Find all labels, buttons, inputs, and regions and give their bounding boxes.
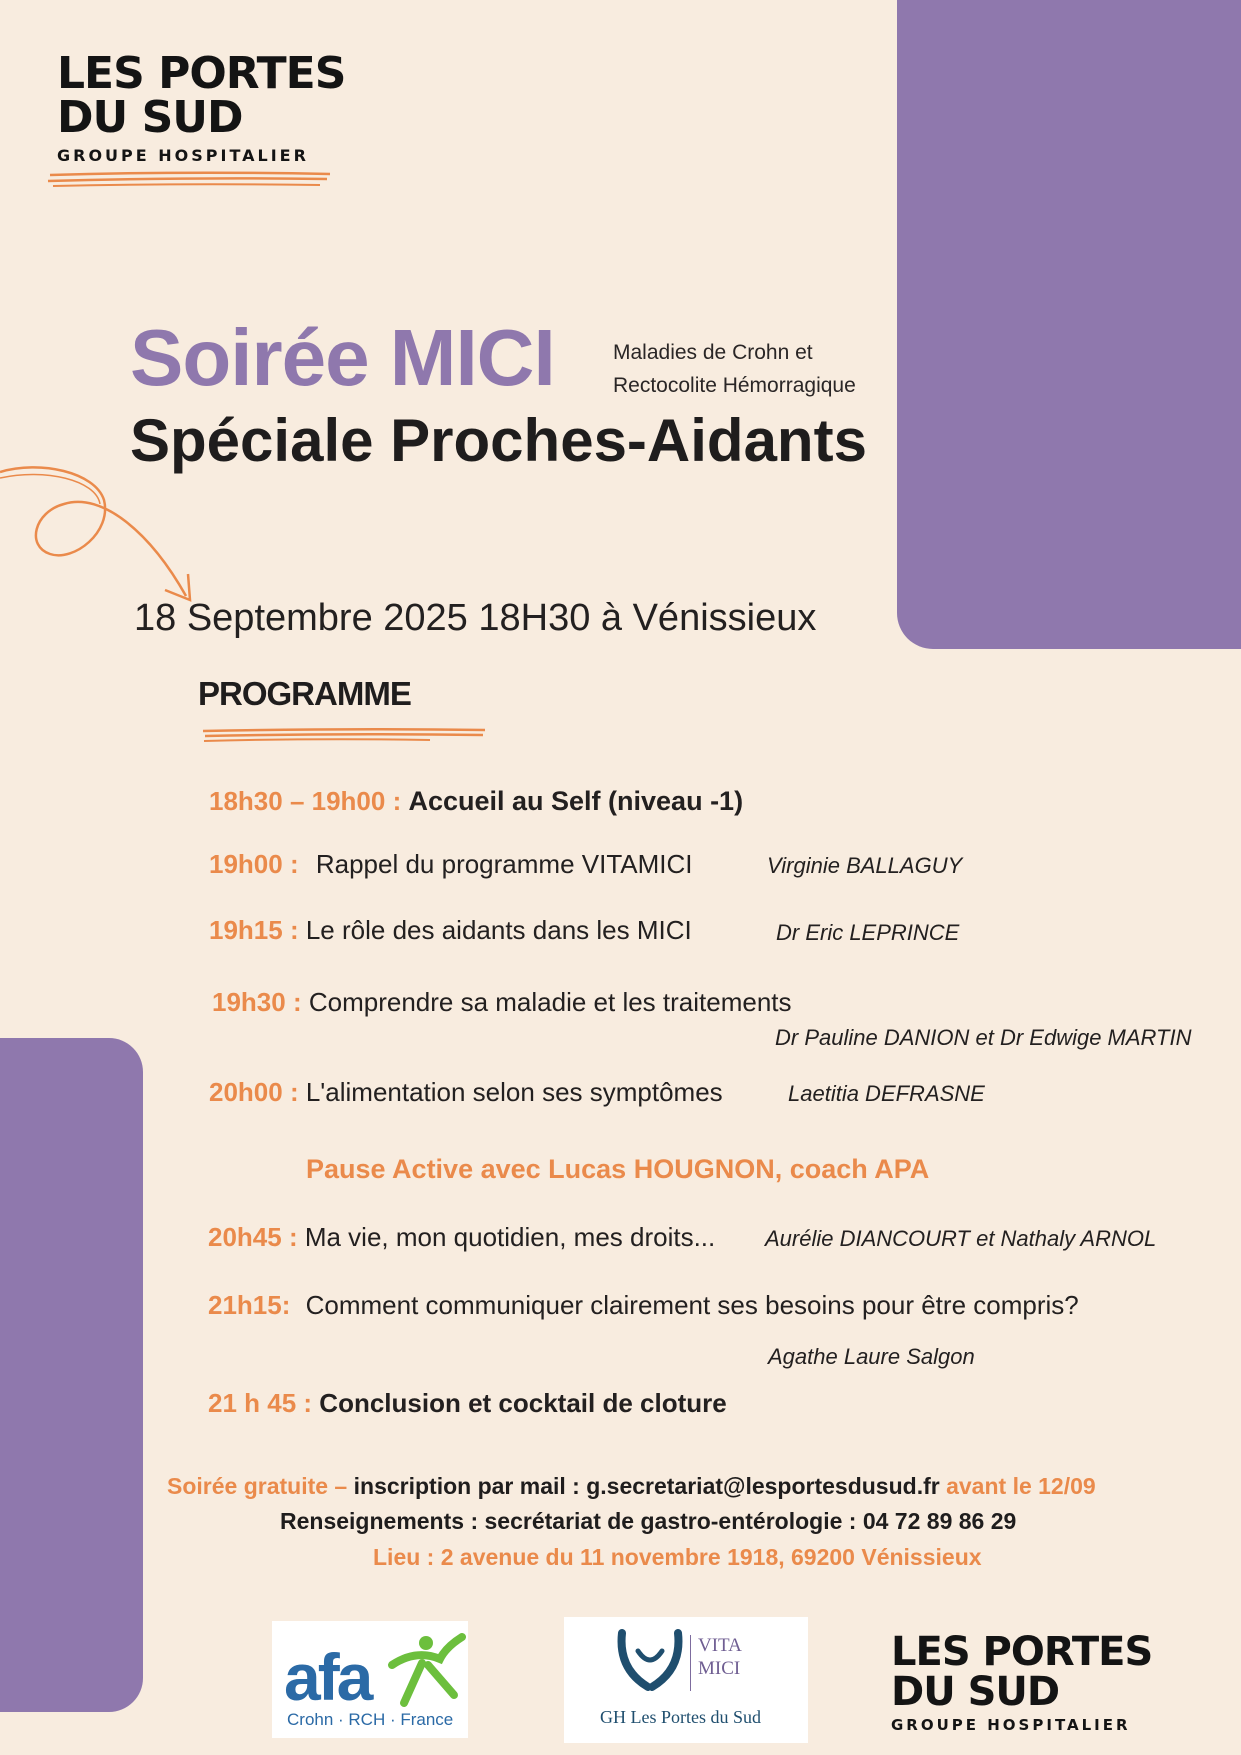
vitamici-line2: MICI (698, 1658, 741, 1679)
title-subtext (613, 336, 856, 402)
programme-row-7 (208, 1290, 1079, 1321)
row-text: Le rôle des aidants dans les MICI (305, 915, 692, 945)
footer-free: Soirée gratuite (167, 1473, 329, 1499)
afa-logo (272, 1621, 468, 1738)
logo-line1: LES PORTES (891, 1629, 1153, 1675)
row-time: 19h30 : (212, 987, 302, 1017)
row-time: 19h15 : (209, 915, 299, 945)
programme-underline-stroke (200, 726, 490, 746)
programme-row-6 (208, 1222, 715, 1253)
row-speaker: Dr Eric LEPRINCE (776, 920, 960, 945)
row-speaker: Aurélie DIANCOURT et Nathaly ARNOL (765, 1226, 1157, 1251)
row-time: 20h00 : (209, 1077, 299, 1107)
pause-active: Pause Active avec Lucas HOUGNON, coach APA (306, 1154, 930, 1184)
row-text: L'alimentation selon ses symptômes (305, 1077, 723, 1107)
purple-block-bottom-left (0, 1038, 143, 1712)
footer-inscription: inscription par mail : g.secretariat@lesportesdusud.fr (353, 1473, 940, 1499)
row-time: 20h45 : (208, 1222, 298, 1252)
programme-row-4 (212, 987, 792, 1018)
afa-sub: Crohn · RCH · France (287, 1710, 454, 1729)
subtext-line1: Maladies de Crohn et (613, 341, 813, 364)
row-text: Conclusion et cocktail de cloture (319, 1388, 727, 1418)
logo-line1: LES PORTES (57, 48, 346, 99)
logo-underline-stroke (45, 168, 335, 192)
programme-row-8 (208, 1388, 727, 1419)
afa-figure-icon (382, 1629, 467, 1709)
logo-bottom (891, 1629, 1153, 1734)
hands-icon (616, 1629, 684, 1691)
purple-block-top-right (897, 0, 1241, 649)
event-date: 18 Septembre 2025 18H30 à Vénissieux (134, 597, 817, 639)
row-text: Accueil au Self (niveau -1) (408, 786, 744, 816)
row-speaker: Virginie BALLAGUY (767, 853, 963, 878)
programme-row-1 (209, 786, 743, 817)
row-text: Ma vie, mon quotidien, mes droits... (304, 1222, 716, 1252)
row-speaker: Agathe Laure Salgon (768, 1344, 975, 1369)
logo-line2: DU SUD (57, 92, 243, 143)
vitamici-divider (690, 1635, 691, 1691)
second-title: Spéciale Proches-Aidants (130, 407, 867, 474)
row-speaker: Dr Pauline DANION et Dr Edwige MARTIN (775, 1025, 1192, 1050)
row-speaker: Laetitia DEFRASNE (788, 1081, 985, 1106)
programme-row-3 (209, 915, 692, 946)
programme-heading: PROGRAMME (198, 675, 411, 712)
afa-name: afa (284, 1640, 371, 1714)
subtext-line2: Rectocolite Hémorragique (613, 374, 856, 397)
vitamici-sub: GH Les Portes du Sud (600, 1707, 761, 1727)
row-text: Comment communiquer clairement ses besoins pour être compris? (305, 1290, 1079, 1320)
logo-line2: DU SUD (891, 1669, 1060, 1715)
row-text: Rappel du programme VITAMICI (315, 849, 693, 879)
footer-deadline: avant le 12/09 (939, 1473, 1096, 1499)
logo-line3: GROUPE HOSPITALIER (891, 1716, 1131, 1734)
main-title: Soirée MICI (130, 313, 555, 402)
footer-dash: – (328, 1473, 354, 1499)
vitamici-text (698, 1634, 742, 1680)
vitamici-logo (564, 1617, 808, 1743)
vitamici-line1: VITA (698, 1635, 742, 1656)
logo-top (57, 48, 346, 165)
footer-info: Renseignements : secrétariat de gastro-entérologie : 04 72 89 86 29 (280, 1508, 1017, 1534)
programme-row-5 (209, 1077, 723, 1108)
curly-arrow-icon (0, 462, 200, 612)
logo-line3: GROUPE HOSPITALIER (57, 146, 309, 165)
footer-place: Lieu : 2 avenue du 11 novembre 1918, 69200 Vénissieux (373, 1544, 982, 1570)
row-time: 19h00 : (209, 849, 299, 879)
programme-row-2 (209, 849, 693, 880)
row-time: 18h30 – 19h00 : (209, 786, 402, 816)
row-text: Comprendre sa maladie et les traitements (308, 987, 792, 1017)
footer-inscription-line (167, 1473, 1096, 1500)
row-time: 21h15: (208, 1290, 291, 1320)
row-time: 21 h 45 : (208, 1388, 313, 1418)
